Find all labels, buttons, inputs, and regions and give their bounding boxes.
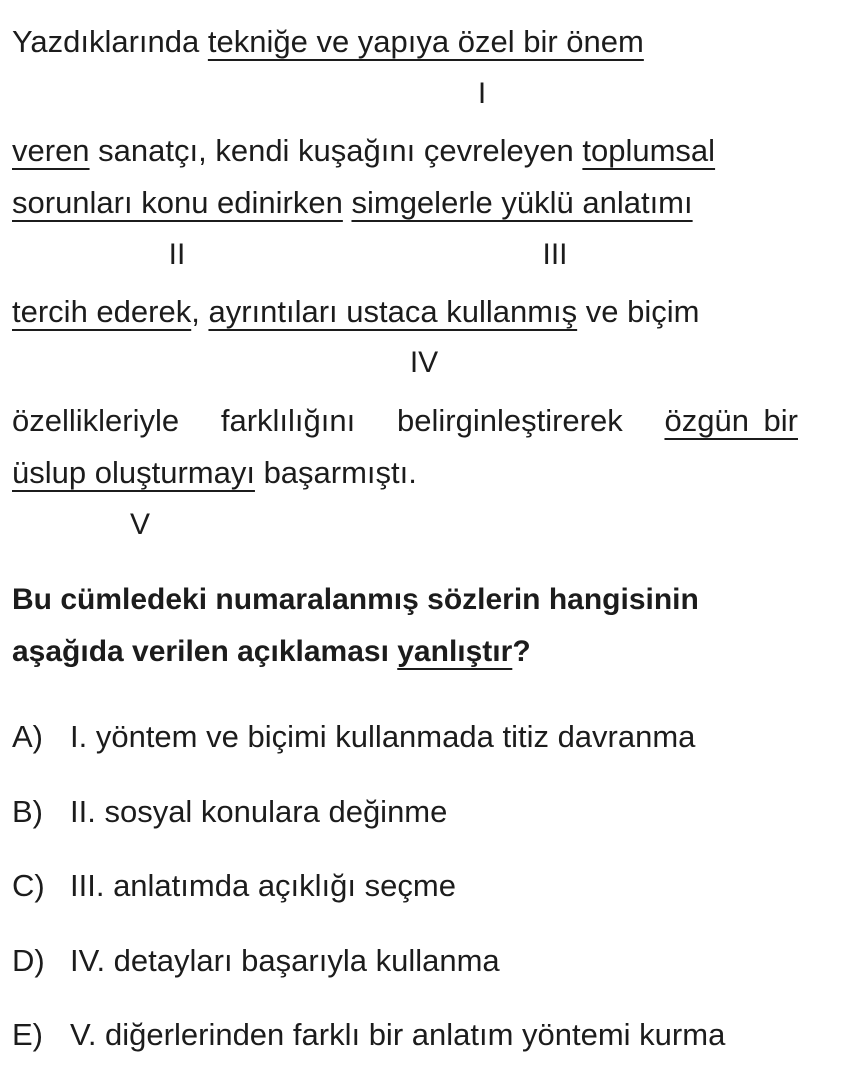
passage-line-2 <box>12 131 715 171</box>
option-letter: E) <box>12 1017 43 1052</box>
question-mark: ? <box>512 635 531 668</box>
passage-text: , <box>191 294 209 329</box>
option-e[interactable] <box>12 1015 725 1055</box>
option-text: IV. detayları başarıyla kullanma <box>70 943 500 978</box>
option-letter: A) <box>12 719 43 754</box>
passage-line-5 <box>12 401 798 441</box>
passage-text: başarmıştı. <box>254 455 417 490</box>
passage-word: farklılığını <box>220 403 356 438</box>
underlined-phrase-1: tekniğe ve yapıya özel bir önem <box>207 24 644 59</box>
passage-word: özellikleriyle <box>12 403 180 438</box>
option-text: III. anlatımda açıklığı seçme <box>70 868 456 903</box>
option-c[interactable] <box>12 866 456 906</box>
option-a[interactable] <box>12 717 695 757</box>
underlined-phrase-3: tercih ederek <box>12 294 192 329</box>
question-emphasis: yanlıştır <box>397 635 513 668</box>
option-d[interactable] <box>12 941 500 981</box>
passage-text: sanatçı, kendi kuşağını çevreleyen <box>89 133 583 168</box>
roman-numeral-5: V <box>129 508 151 541</box>
option-b[interactable] <box>12 792 447 832</box>
underlined-phrase-1: veren <box>12 133 90 168</box>
option-text: V. diğerlerinden farklı bir anlatım yöntemi kurma <box>70 1017 726 1052</box>
roman-numeral-2: II <box>168 238 186 271</box>
option-text: II. sosyal konulara değinme <box>70 794 448 829</box>
roman-numeral-1: I <box>477 77 487 110</box>
underlined-phrase-3: simgelerle yüklü anlatımı <box>351 185 693 220</box>
question-line-1: Bu cümledeki numaralanmış sözlerin hangisinin <box>12 583 699 616</box>
underlined-phrase-5: üslup oluşturmayı <box>12 455 255 490</box>
passage-text: Yazdıklarında <box>12 24 208 59</box>
roman-numeral-4: IV <box>409 346 439 379</box>
passage-word: belirginleştirerek <box>397 403 623 438</box>
option-letter: D) <box>12 943 45 978</box>
underlined-phrase-2: toplumsal <box>582 133 716 168</box>
option-text: I. yöntem ve biçimi kullanmada titiz davranma <box>70 719 696 754</box>
passage-text: ve biçim <box>577 294 700 329</box>
roman-numeral-3: III <box>542 238 568 271</box>
underlined-phrase-2: sorunları konu edinirken <box>12 185 343 220</box>
question-text: aşağıda verilen açıklaması <box>12 635 398 668</box>
passage-line-1 <box>12 22 644 62</box>
passage-line-3 <box>12 183 693 223</box>
option-letter: B) <box>12 794 43 829</box>
option-letter: C) <box>12 868 45 903</box>
underlined-phrase-4: ayrıntıları ustaca kullanmış <box>208 294 578 329</box>
question-line-2 <box>12 632 531 672</box>
underlined-phrase-5: özgün bir <box>664 403 798 438</box>
passage-line-6 <box>12 453 417 493</box>
passage-line-4 <box>12 292 699 332</box>
